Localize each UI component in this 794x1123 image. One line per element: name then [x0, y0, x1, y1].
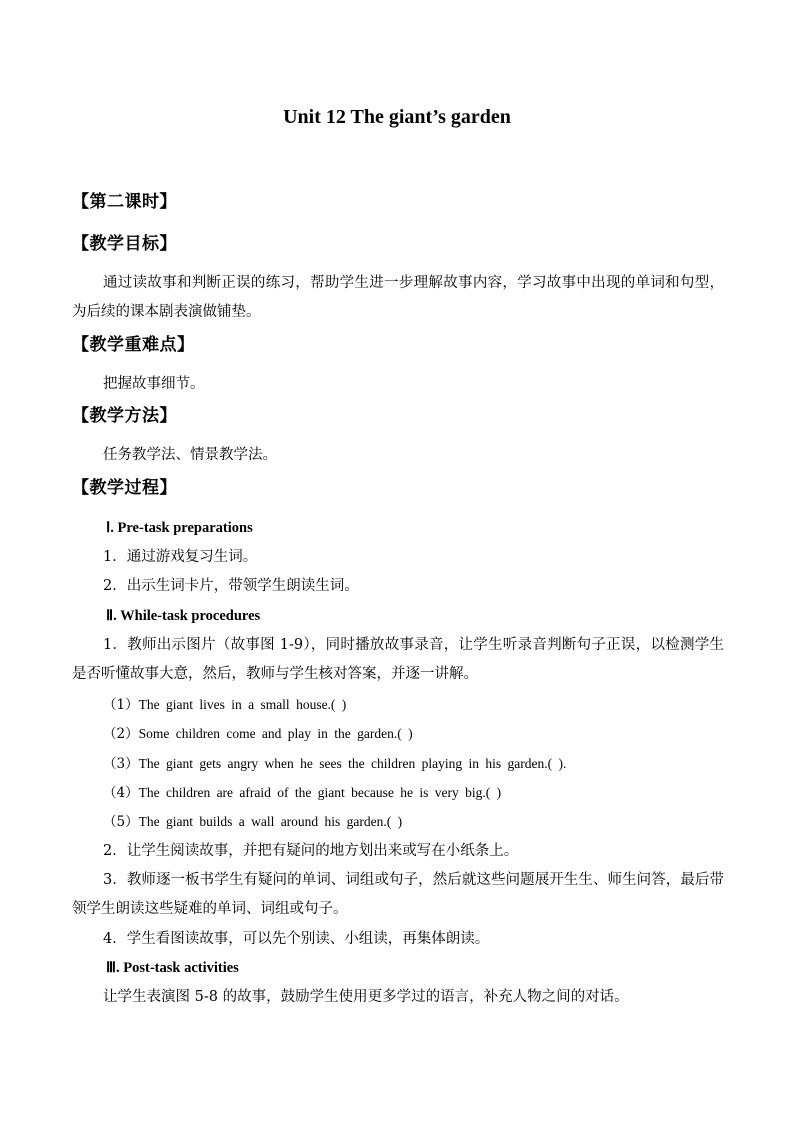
question-text: The children are afraid of the giant because he is very big.( ) — [138, 785, 502, 800]
pre-task-item: 2．出示生词卡片，带领学生朗读生词。 — [103, 578, 359, 594]
question-item — [103, 754, 566, 774]
pre-task-item: 1．通过游戏复习生词。 — [103, 549, 258, 565]
while-task-step: 4．学生看图读故事，可以先个别读、小组读，再集体朗读。 — [103, 931, 490, 947]
lesson-heading: 【第二课时】 — [72, 192, 177, 212]
while-task-step: 1．教师出示图片（故事图 1-9），同时播放故事录音，让学生听录音判断句子正误，以检测学生是否听懂故事大意，然后，教师与学生核对答案，并逐一讲解。 — [72, 637, 724, 682]
while-task-step: 2．让学生阅读故事，并把有疑问的地方划出来或写在小纸条上。 — [103, 843, 519, 859]
methods-heading: 【教学方法】 — [72, 406, 177, 426]
question-item — [103, 783, 501, 803]
keypoints-text: 把握故事细节。 — [103, 376, 205, 392]
post-task-heading: Ⅲ. Post-task activities — [106, 960, 239, 976]
question-text: The giant builds a wall around his garden.( ) — [138, 814, 403, 829]
pre-task-heading: Ⅰ. Pre-task preparations — [106, 520, 253, 536]
keypoints-heading: 【教学重难点】 — [72, 335, 195, 355]
document-title: Unit 12 The giant’s garden — [283, 106, 511, 128]
question-item — [103, 812, 402, 832]
question-number: （4） — [103, 785, 139, 801]
process-heading: 【教学过程】 — [72, 478, 177, 498]
question-text: The giant gets angry when he sees the children playing in his garden.( ). — [138, 756, 567, 771]
question-number: （1） — [103, 697, 139, 713]
objectives-heading: 【教学目标】 — [72, 234, 177, 254]
question-item — [103, 724, 413, 744]
question-number: （5） — [103, 814, 139, 830]
while-task-step: 3．教师逐一板书学生有疑问的单词、词组或句子，然后就这些问题展开生生、师生问答，最后带领学生朗读这些疑难的单词、词组或句子。 — [72, 872, 724, 917]
question-text: Some children come and play in the garden.( ) — [138, 726, 413, 741]
while-task-heading: Ⅱ. While-task procedures — [106, 608, 261, 624]
methods-text: 任务教学法、情景教学法。 — [103, 447, 277, 463]
question-number: （3） — [103, 756, 139, 772]
question-text: The giant lives in a small house.( ) — [138, 697, 347, 712]
objectives-text: 通过读故事和判断正误的练习，帮助学生进一步理解故事内容，学习故事中出现的单词和句型，为后续的课本剧表演做铺垫。 — [72, 275, 724, 320]
question-item — [103, 695, 346, 715]
post-task-text: 让学生表演图 5-8 的故事，鼓励学生使用更多学过的语言，补充人物之间的对话。 — [103, 989, 629, 1005]
question-number: （2） — [103, 726, 139, 742]
